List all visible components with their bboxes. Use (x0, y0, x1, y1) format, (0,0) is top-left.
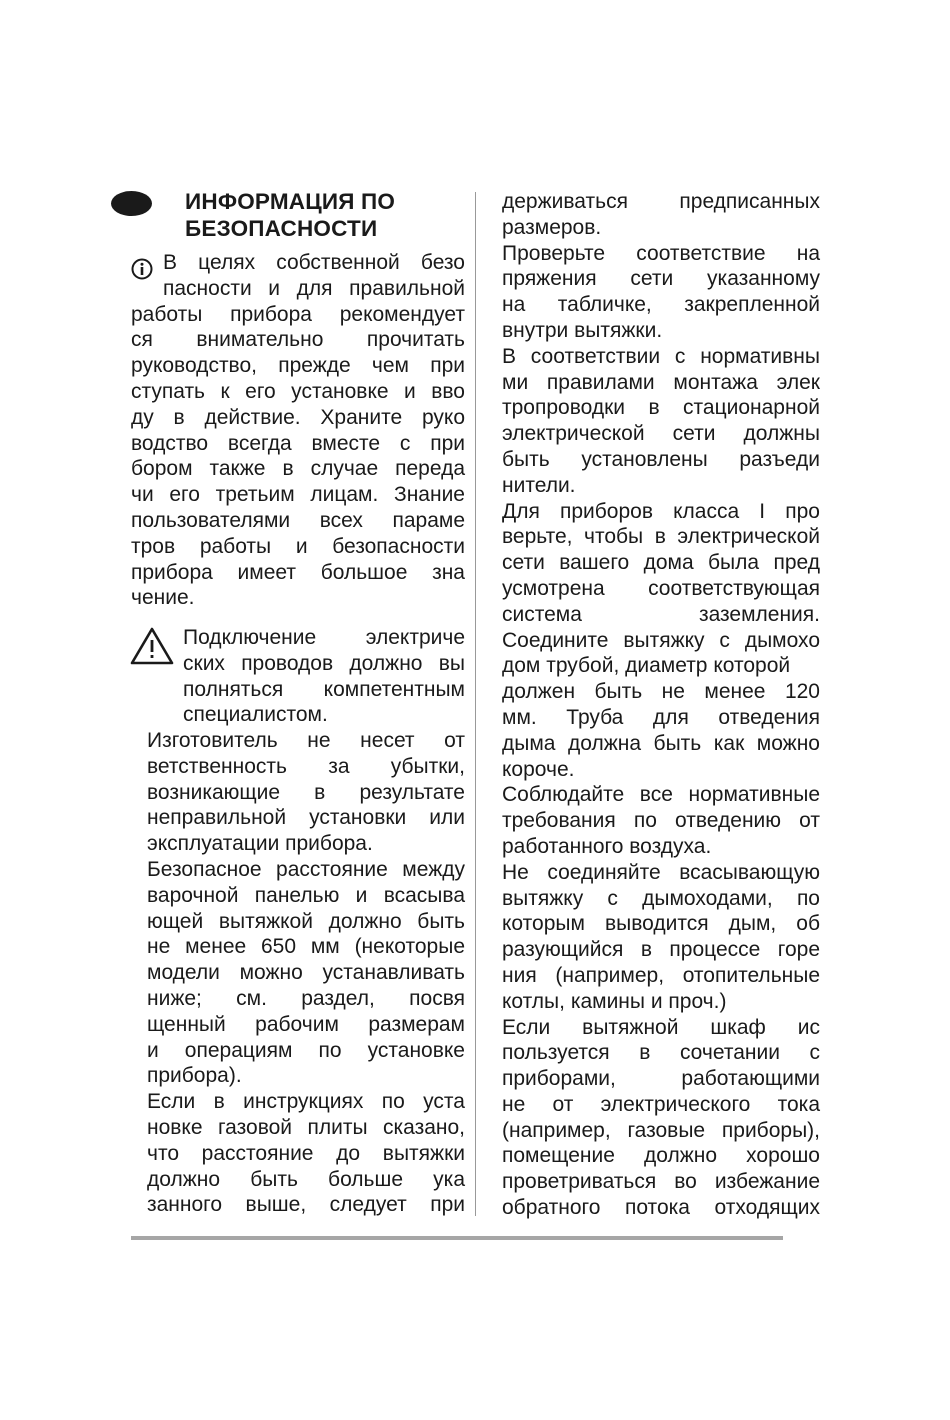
text-line: пряжения сети указанному (502, 267, 820, 291)
text-line: короче. (502, 757, 575, 781)
text-line: требования по отведению от (502, 809, 820, 833)
left-column-body (147, 728, 465, 1218)
text-line: ми правилами монтажа элек (502, 370, 820, 394)
text-line: прибора имеет большое зна (131, 560, 465, 584)
text-line: работанного воздуха. (502, 834, 712, 858)
text-line: пользуется в сочетании с (502, 1041, 820, 1065)
text-line: быть установлены разъеди (502, 447, 820, 471)
text-line: ступать к его установке и вво (131, 379, 465, 403)
text-line: Для приборов класса I про (502, 499, 820, 523)
text-line: на табличке, закрепленной (502, 293, 820, 317)
text-line: специалистом. (183, 703, 328, 727)
text-line: помещение должно хорошо (502, 1144, 820, 1168)
text-line: котлы, камины и проч.) (502, 989, 727, 1013)
text-line: ния (например, отопительные (502, 963, 820, 987)
text-line: не менее 650 мм (некоторые (147, 935, 465, 959)
text-line: что расстояние до вытяжки (147, 1141, 465, 1165)
text-line: неправильной установки или (147, 806, 465, 830)
text-line: чение. (131, 586, 195, 610)
text-line: бором также в случае переда (131, 457, 465, 481)
text-line: Не соединяйте всасывающую (502, 860, 820, 884)
text-line: пасности и для правильной (163, 276, 465, 300)
text-line: руководство, прежде чем при (131, 354, 465, 378)
text-line: система заземления. (502, 602, 820, 626)
text-line: В целях собственной безо (163, 251, 465, 274)
text-line: которым выводится дым, об (502, 912, 820, 936)
text-line: пользователями всех параме (131, 508, 465, 532)
text-line: ду в действие. Храните руко (131, 405, 465, 429)
text-line: ющей вытяжкой должно быть (147, 909, 465, 933)
language-badge (111, 191, 152, 216)
text-line: Если в инструкциях по уста (147, 1090, 465, 1114)
electrical-warning-text (183, 625, 465, 728)
text-line: усмотрена соответствующая (502, 576, 820, 600)
text-line: прибора). (147, 1064, 242, 1088)
text-line: варочной панелью и всасыва (147, 883, 465, 907)
text-line: мм. Труба для отведения (502, 705, 820, 729)
text-line: щенный рабочим размерам (147, 1012, 465, 1036)
text-line: размеров. (502, 215, 602, 239)
text-line: Изготовитель не несет от (147, 729, 465, 752)
text-line: (например, газовые приборы), (502, 1118, 820, 1142)
text-line: тров работы и безопасности (131, 534, 465, 558)
text-line: верьте, чтобы в электрической (502, 525, 820, 549)
text-line: сети вашего дома была пред (502, 551, 820, 575)
text-line: разующийся в процессе горе (502, 938, 820, 962)
text-line: В соответствии с нормативны (502, 344, 820, 368)
text-line: Проверьте соответствие на (502, 241, 820, 265)
text-line: Соедините вытяжку с дымохо (502, 628, 820, 652)
text-line: Безопасное расстояние между (147, 857, 465, 881)
text-line: Если вытяжной шкаф ис (502, 1015, 820, 1039)
text-line: ветственность за убытки, (147, 754, 465, 778)
text-line: приборами, работающими (502, 1067, 820, 1091)
text-line: полняться компетентным (183, 677, 465, 701)
section-title (185, 188, 475, 242)
right-column-body (502, 189, 820, 1221)
page-footer-rule (131, 1236, 783, 1240)
text-line: внутри вытяжки. (502, 318, 663, 342)
text-line: дыма должна быть как можно (502, 731, 820, 755)
text-line: и операциям по установке (147, 1038, 465, 1062)
text-line: Подключение электриче (183, 626, 465, 649)
text-line: тропроводки в стационарной (502, 396, 820, 420)
safety-intro-text (131, 250, 465, 611)
text-line: должен быть не менее 120 (502, 680, 820, 704)
text-line: обратного потока отходящих (502, 1196, 820, 1220)
text-line: работы прибора рекомендует (131, 302, 465, 326)
text-line: Соблюдайте все нормативные (502, 783, 820, 807)
text-line: электрической сети должны (502, 422, 820, 446)
text-line: нители. (502, 473, 576, 497)
section-title-line-2: БЕЗОПАСНОСТИ (185, 216, 378, 241)
text-line: эксплуатации прибора. (147, 832, 373, 856)
text-line: дом трубой, диаметр которой (502, 654, 791, 678)
text-line: вытяжку с дымоходами, по (502, 886, 820, 910)
text-line: новке газовой плиты сказано, (147, 1115, 465, 1139)
column-divider (475, 192, 476, 1216)
text-line: занного выше, следует при (147, 1193, 465, 1217)
warning-triangle-icon (130, 627, 174, 665)
text-line: модели можно устанавливать (147, 961, 465, 985)
text-line: возникающие в результате (147, 780, 465, 804)
text-line: водство всегда вместе с при (131, 431, 465, 455)
text-line: не от электрического тока (502, 1092, 820, 1116)
text-line: должно быть больше ука (147, 1167, 465, 1191)
text-line: ся внимательно прочитать (131, 328, 465, 352)
text-line: проветриваться во избежание (502, 1170, 820, 1194)
text-line: ниже; см. раздел, посвя (147, 986, 465, 1010)
text-line: ских проводов должно вы (183, 651, 465, 675)
text-line: чи его третьим лицам. Знание (131, 483, 465, 507)
section-title-line-1: ИНФОРМАЦИЯ ПО (185, 189, 396, 214)
text-line: держиваться предписанных (502, 190, 820, 213)
